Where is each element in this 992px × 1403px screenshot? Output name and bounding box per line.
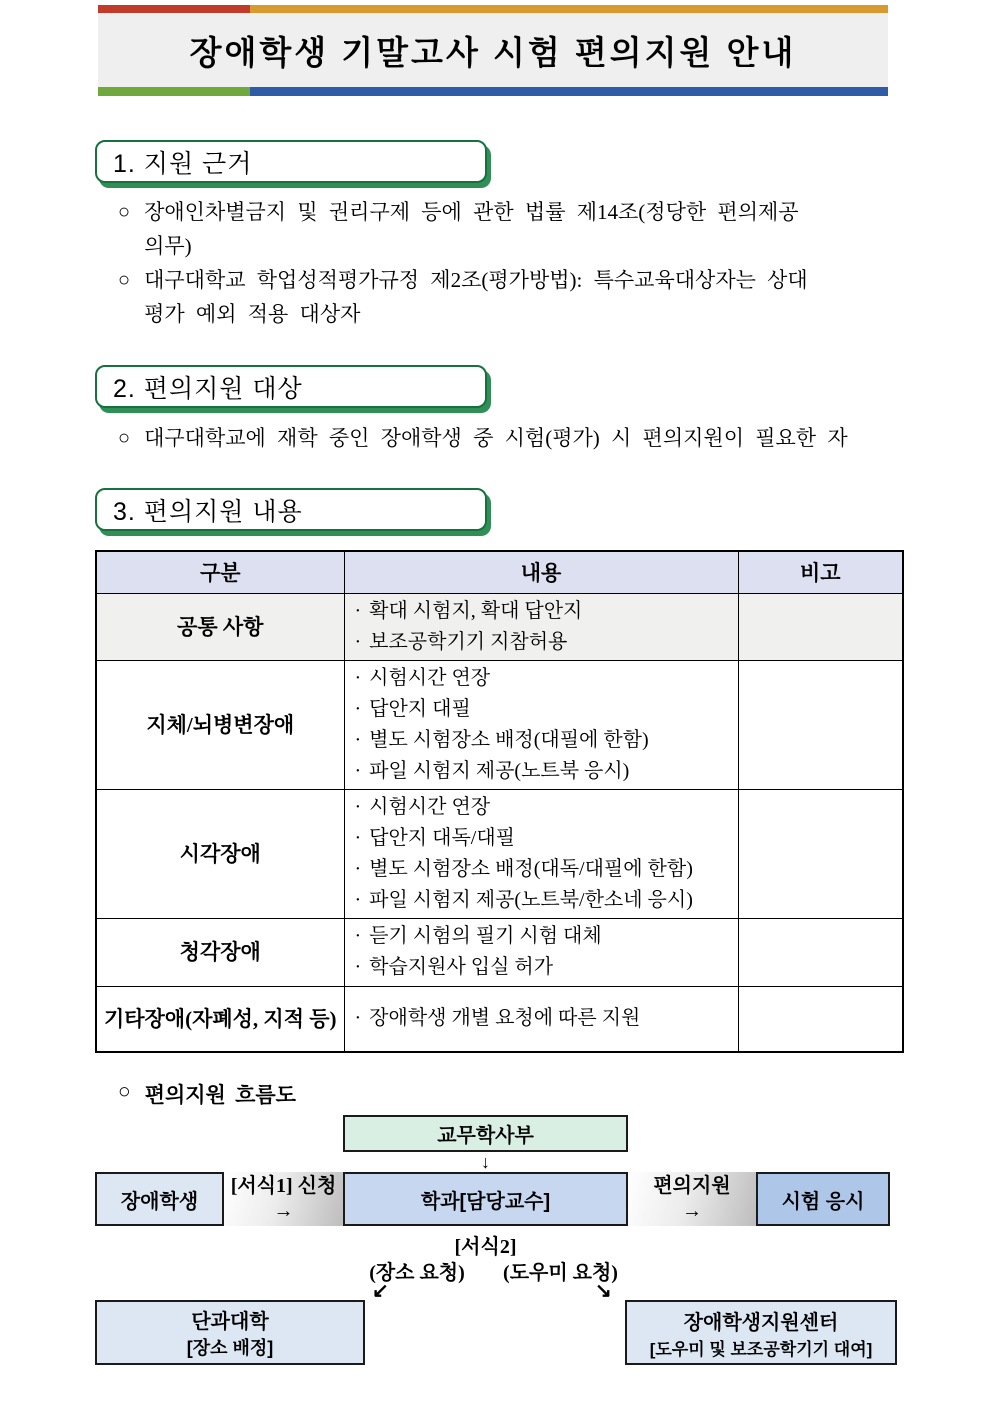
flow-box-student [95,1172,224,1226]
item-text: 파일 시험지 제공(노트북 응시) [369,759,630,782]
place-request-label: (장소 요청) [369,1262,465,1284]
flow-box-sublabel: [장소 배정] [186,1338,274,1358]
dot-icon: · [354,795,362,818]
item-text: 파일 시험지 제공(노트북/한소네 응시) [369,888,693,911]
flow-box-academic-affairs [343,1115,628,1152]
dot-icon: · [354,666,362,689]
flow-box-label: 장애학생지원센터 [683,1311,839,1334]
section-1-title: 1. 지원 근거 [113,149,253,178]
item-text: 학습지원사 입실 허가 [369,956,554,978]
title-panel [98,13,888,87]
category-cell: 공통 사항 [96,593,344,660]
note-cell [738,986,903,1052]
dot-icon: · [354,599,362,622]
table-header-row [96,551,903,593]
item-text: 답안지 대독/대필 [369,826,515,849]
item-text: 답안지 대필 [369,697,471,720]
dot-icon: · [354,956,362,978]
content-cell [344,918,738,986]
item-text: 시험시간 연장 [369,666,491,689]
item-text: 듣기 시험의 필기 시험 대체 [369,925,602,947]
band-label: [서식1] 신청 [230,1175,337,1197]
section-heading-target [95,365,487,408]
section-2-title: 2. 편의지원 대상 [113,374,303,403]
content-cell [344,593,738,660]
dot-icon: · [354,630,362,653]
bullet-regulation-line1: 대구대학교 학업성적평가규정 제2조(평가방법): 특수교육대상자는 상대 [144,268,808,292]
flow-box-college [95,1300,365,1365]
flow-band-application [224,1172,343,1226]
table-row [96,593,903,660]
flowchart-label [118,1079,296,1109]
column-header-note: 비고 [738,551,903,593]
flow-band-support [628,1172,756,1226]
circle-bullet-icon: ○ [118,201,131,223]
category-cell: 시각장애 [96,789,344,918]
section-3-title: 3. 편의지원 내용 [113,497,303,526]
band-label: 편의지원 [653,1175,731,1197]
column-header-content: 내용 [344,551,738,593]
top-bar-orange-segment [250,5,888,13]
flow-box-label: 교무학사부 [437,1125,534,1147]
bullet-law [118,195,799,263]
note-cell [738,593,903,660]
dot-icon: · [354,697,362,720]
item-text: 별도 시험장소 배정(대필에 한함) [369,728,649,751]
header-bottom-bar [98,87,888,96]
category-cell: 지체/뇌병변장애 [96,660,344,789]
southeast-arrow-icon: ↘ [595,1280,612,1302]
dot-icon: · [354,826,362,849]
bullet-law-line2: 의무) [144,234,192,258]
bullet-regulation [118,263,808,331]
bullet-target [118,421,848,455]
table-row [96,918,903,986]
bottom-bar-blue-segment [250,87,888,96]
helper-request-label: (도우미 요청) [503,1262,618,1284]
content-cell [344,789,738,918]
flow-box-label: 학과[담당교수] [420,1190,551,1213]
item-text: 시험시간 연장 [369,795,491,818]
flow-box-sublabel: [도우미 및 보조공학기기 대여] [649,1339,873,1359]
section-heading-contents [95,488,487,531]
table-row [96,660,903,789]
accommodations-table [95,550,904,1053]
flow-box-label: 장애학생 [120,1190,199,1213]
column-header-category: 구분 [96,551,344,593]
category-cell: 기타장애(자폐성, 지적 등) [96,986,344,1052]
header-banner [98,5,888,96]
dot-icon: · [354,759,362,782]
dot-icon: · [354,888,362,911]
dot-icon: · [354,1007,362,1030]
bullet-regulation-line2: 평가 예외 적용 대상자 [144,302,361,326]
header-top-bar [98,5,888,13]
item-text: 보조공학기기 지참허용 [369,630,568,653]
right-arrow-icon: → [682,1200,702,1222]
flow-box-support-center [625,1300,897,1365]
content-cell [344,660,738,789]
bullet-law-line1: 장애인차별금지 및 권리구제 등에 관한 법률 제14조(정당한 편의제공 [144,200,799,224]
top-bar-red-segment [98,5,250,13]
dot-icon: · [354,728,362,751]
southwest-arrow-icon: ↙ [372,1280,389,1302]
flow-box-exam [756,1172,890,1226]
bottom-bar-green-segment [98,87,250,96]
form2-label: [서식2] [454,1236,517,1258]
circle-bullet-icon: ○ [118,1079,131,1103]
note-cell [738,660,903,789]
down-arrow-icon: ↓ [481,1152,490,1172]
section-heading-support-basis [95,140,487,183]
circle-bullet-icon: ○ [118,269,131,291]
flow-box-label: 시험 응시 [781,1190,865,1213]
flowchart [0,1075,992,1385]
item-text: 확대 시험지, 확대 답안지 [369,599,583,622]
bullet-target-line1: 대구대학교에 재학 중인 장애학생 중 시험(평가) 시 편의지원이 필요한 자 [144,426,848,450]
flowchart-label-text: 편의지원 흐름도 [144,1083,296,1107]
content-cell [344,986,738,1052]
table-row [96,986,903,1052]
dot-icon: · [354,925,362,947]
dot-icon: · [354,857,362,880]
category-cell: 청각장애 [96,918,344,986]
right-arrow-icon: → [273,1200,294,1222]
circle-bullet-icon: ○ [118,427,131,449]
note-cell [738,789,903,918]
note-cell [738,918,903,986]
flow-box-label: 단과대학 [191,1311,269,1333]
flow-box-department [343,1172,628,1226]
table-row [96,789,903,918]
page-title: 장애학생 기말고사 시험 편의지원 안내 [189,33,797,71]
item-text: 장애학생 개별 요청에 따른 지원 [369,1007,641,1030]
item-text: 별도 시험장소 배정(대독/대필에 한함) [369,857,693,880]
